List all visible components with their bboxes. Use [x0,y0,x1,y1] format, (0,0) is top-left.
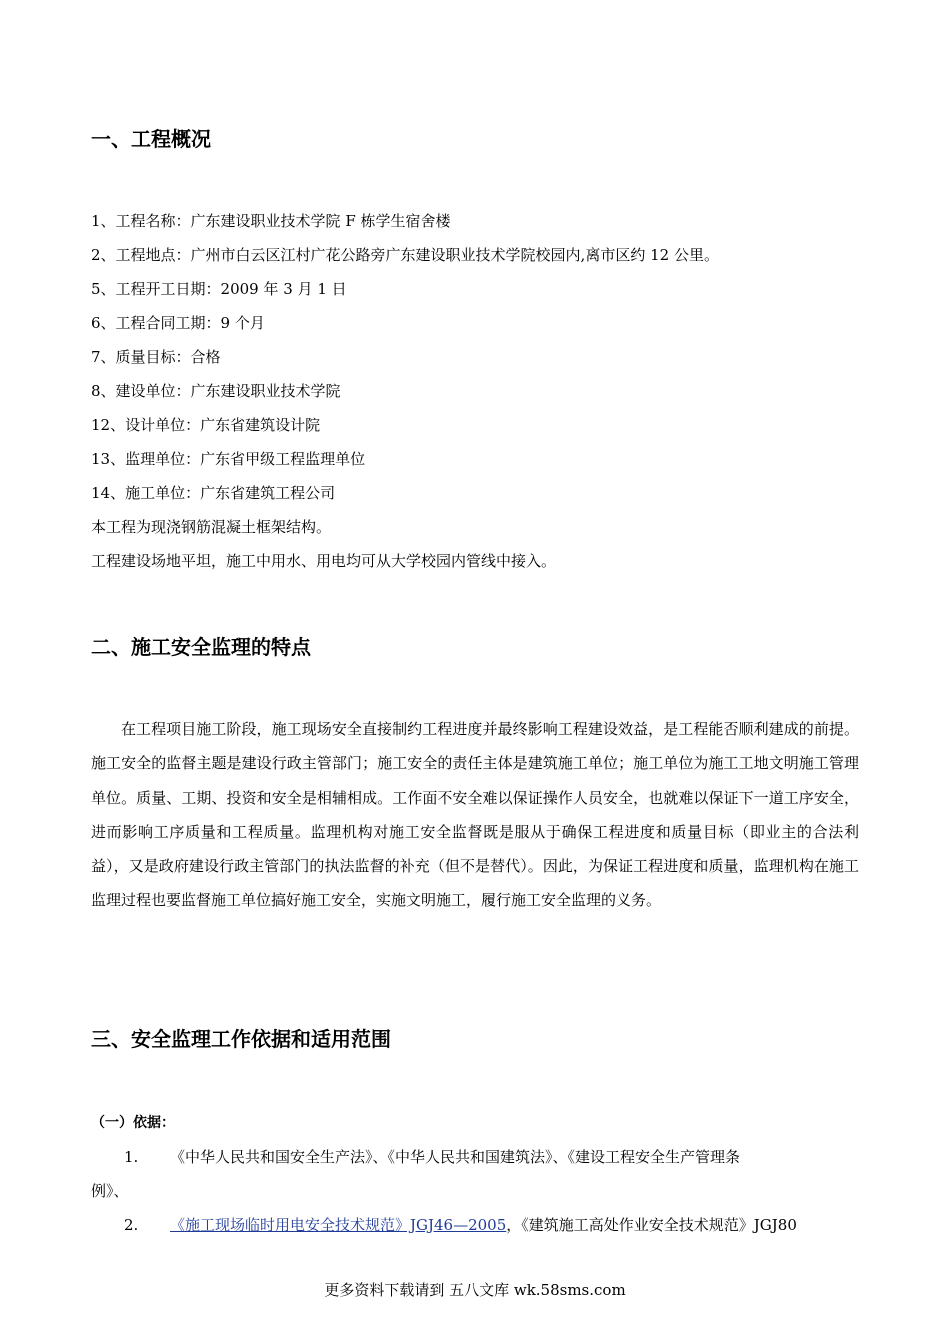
project-info-line: 2、工程地点：广州市白云区江村广花公路旁广东建设职业技术学院校园内,离市区约 12 公里。 [91,246,719,264]
basis-item-continuation: 例》、 [91,1182,129,1200]
project-info-line: 1、工程名称：广东建设职业技术学院 F 栋学生宿舍楼 [91,212,451,230]
project-info-line: 6、工程合同工期：9 个月 [91,314,265,332]
project-info-line: 14、施工单位：广东省建筑工程公司 [91,484,336,502]
project-info-line: 8、建设单位：广东建设职业技术学院 [91,382,341,400]
section3-heading: 三、安全监理工作依据和适用范围 [91,1027,391,1051]
project-info-line: 7、质量目标：合格 [91,348,221,366]
site-note: 工程建设场地平坦，施工中用水、用电均可从大学校园内管线中接入。 [91,552,557,570]
section2-paragraph: 在工程项目施工阶段，施工现场安全直接制约工程进度并最终影响工程建设效益，是工程能否顺利建成的前提。施工安全的监督主题是建设行政主管部门；施工安全的责任主体是建筑施工单位；施工单位为施工工地文明施工管理单位。质量、工期、投资和安全是相辅相成。工作面不安全难以保证操作人员安全，也就难以保证下一道工序安全，进而影响工序质量和工程质量。监理机构对施工安全监督既是服从于确保工程进度和质量目标（即业主的合法利益），又是政府建设行政主管部门的执法监督的补充（但不是替代）。因此，为保证工程进度和质量，监理机构在施工监理过程也要监督施工单位搞好施工安全，实施文明施工，履行施工安全监理的义务。 [91,720,859,910]
structure-note: 本工程为现浇钢筋混凝土框架结构。 [91,518,332,536]
project-info-line: 13、监理单位：广东省甲级工程监理单位 [91,450,366,468]
section1-heading: 一、工程概况 [91,127,211,151]
basis-subheading: （一）依据： [91,1115,175,1131]
project-info-line: 12、设计单位：广东省建筑设计院 [91,416,321,434]
basis-item-text [170,1215,797,1235]
basis-item-text: 《中华人民共和国安全生产法》、《中华人民共和国建筑法》、《建设工程安全生产管理条 [170,1148,741,1166]
basis-item-rest: ，《建筑施工高处作业安全技术规范》JGJ80 [506,1216,797,1234]
footer-text: 更多资料下载请到 五八文库 wk.58sms.com [324,1281,626,1299]
project-info-line: 5、工程开工日期：2009 年 3 月 1 日 [91,280,347,298]
section2-heading: 二、施工安全监理的特点 [91,635,311,659]
item-number: 1. [124,1148,139,1166]
standard-link[interactable]: 《施工现场临时用电安全技术规范》JGJ46—2005 [170,1216,507,1234]
item-number: 2. [124,1216,139,1234]
